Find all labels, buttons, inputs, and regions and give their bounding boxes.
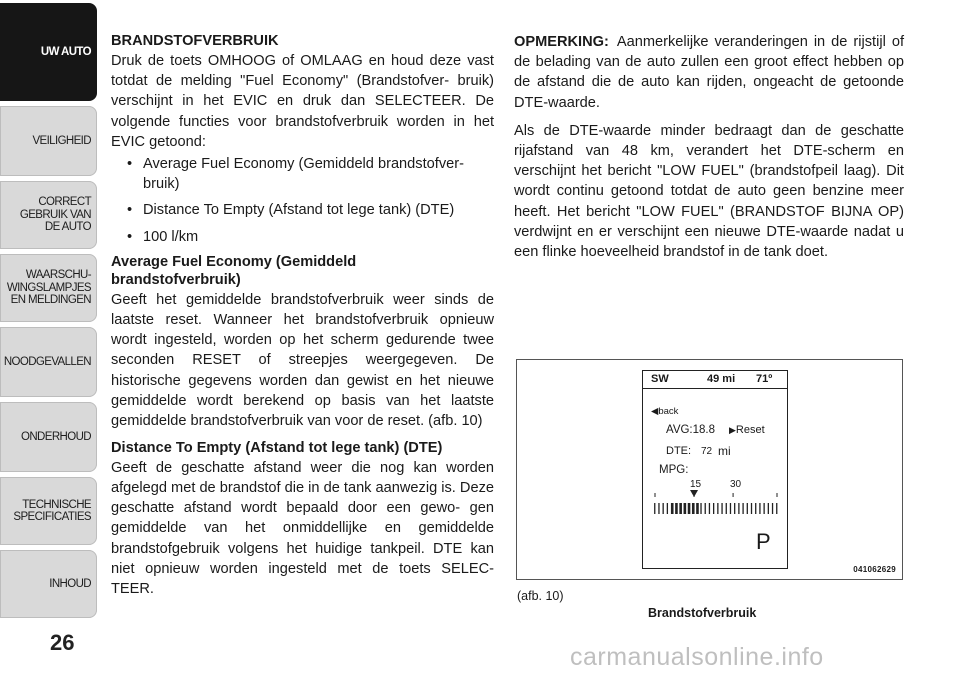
left-column [111,32,494,599]
temperature-readout: 71º [756,373,773,385]
dte-unit: mi [718,444,731,458]
avg-readout: AVG:18.8 [666,424,716,436]
note-paragraph [514,32,904,113]
mpg-label: MPG: [659,464,689,476]
figure-caption: Brandstofverbruik [648,606,757,620]
bar-segment [772,503,773,514]
tab-waarschuwingslampjes[interactable]: WAARSCHU- WINGSLAMPJES EN MELDINGEN [0,254,97,322]
gear-indicator: P [756,529,771,554]
bar-segment [679,503,682,514]
bar-segment [675,503,678,514]
list-item: • 100 l/km [111,227,494,247]
tab-inhoud[interactable]: INHOUD [0,550,97,618]
bar-segment [688,503,691,514]
dte-value: 72 [701,446,713,457]
scale-label-30: 30 [730,479,742,490]
bar-segment [654,503,655,514]
bar-segment [671,503,674,514]
note-label: OPMERKING: [514,34,609,50]
note-text: Aanmerkelijke veranderingen in de rijstijl of de belading van de auto zullen een groot effect hebben op de afstand die de auto kan rijden, ongeacht de getoonde DTE-waarde. [514,34,904,111]
bar-segment [734,503,735,514]
bar-segment [717,503,718,514]
bar-segment [692,503,695,514]
dte-paragraph: Geeft de geschatte afstand weer die nog kan worden afgelegd met de brandstof die in de tank aanwezig is. Deze geschatte afstand wordt bepaald door een gewo- gen gemiddelde van het onmiddellijke en gemiddelde brandstofgebruik volgens het huidige tankpeil. DTE kan niet opnieuw worden ingesteld met de toets SELEC- TEER. [111,459,494,597]
bar-segment [755,503,756,514]
back-arrow-icon: ◀ [651,406,659,417]
range-readout: 49 mi [707,373,736,385]
figure-code: 041062629 [853,565,896,574]
bar-segment [738,503,739,514]
bar-segment [768,503,769,514]
section-heading: BRANDSTOFVERBRUIK [111,33,279,49]
bar-segment [700,503,701,514]
watermark: carmanualsonline.info [570,643,824,671]
tab-onderhoud[interactable]: ONDERHOUD [0,402,97,472]
bar-segment [747,503,748,514]
tab-correct-gebruik[interactable]: CORRECT GEBRUIK VAN DE AUTO [0,181,97,249]
page-number: 26 [50,630,75,655]
bar-segment [763,503,764,514]
dte-heading: Distance To Empty (Afstand tot lege tank) (DTE) [111,440,443,457]
level-pointer [690,490,698,497]
bar-segment [696,503,699,514]
reset-button[interactable]: ▶Reset [729,424,765,436]
list-item: • Average Fuel Economy (Gemiddeld brandstofver- bruik) [111,154,494,194]
scale-label-15: 15 [690,479,702,490]
mpg-bar-graph [643,489,787,529]
avg-paragraph: Geeft het gemiddelde brandstofverbruik weer sinds de laatste reset. Wanneer het brandstofverbruik opnieuw wordt ingesteld, worden op het scherm gedurende twee seconden RESET of streepjes weergegeven. De historische gegevens worden dan gewist en het nieuwe gemiddelde wordt berekend op basis van het laatste gemiddelde brandstofverbruik van voor de reset. (afb. 10) [111,291,494,430]
function-list [111,154,494,247]
bar-segment [658,503,659,514]
compass-readout: SW [651,373,669,385]
bar-segment [776,503,777,514]
figure-reference: (afb. 10) [517,589,564,603]
tab-uw-auto[interactable]: UW AUTO [0,3,97,101]
dte-label: DTE: [666,445,692,457]
avg-heading: Average Fuel Economy (Gemiddeld brandstofverbruik) [111,253,357,289]
bar-segment [713,503,714,514]
evic-figure [516,359,903,580]
intro-paragraph: Druk de toets OMHOOG of OMLAAG en houd deze vast totdat de melding "Fuel Economy" (Brandstofver- bruik) verschijnt in het EVIC en druk dan SELECTEER. De volgende functies voor brandstofverbruik worden in het EVIC getoond: [111,53,494,150]
bar-segment [663,503,664,514]
tab-veiligheid[interactable]: VEILIGHEID [0,106,97,176]
bar-segment [709,503,710,514]
tab-technische-specificaties[interactable]: TECHNISCHE SPECIFICATIES [0,477,97,545]
bar-segment [667,503,668,514]
bar-segment [684,503,687,514]
list-item: • Distance To Empty (Afstand tot lege tank) (DTE) [111,200,494,220]
screen-header [643,371,787,389]
bar-segment [726,503,727,514]
bar-segment [759,503,760,514]
back-button[interactable]: ◀back [651,406,679,417]
right-column [514,32,904,262]
bar-segment [721,503,722,514]
reset-arrow-icon: ▶ [729,425,736,435]
evic-screen [642,370,788,569]
bar-segment [751,503,752,514]
low-fuel-paragraph: Als de DTE-waarde minder bedraagt dan de geschatte rijafstand van 48 km, verandert het DTE-scherm en verschijnt het bericht "LOW FUEL" (brandstofpeil laag). Dit wordt continu getoond totdat de auto geen benzine meer heeft. Het bericht "LOW FUEL" (BRANDSTOF BIJNA OP) verdwijnt en er verschijnt een nieuwe DTE-waarde nadat u een flinke hoeveelheid brandstof in de tank doet. [514,122,904,261]
bar-segment [730,503,731,514]
tab-noodgevallen[interactable]: NOODGEVALLEN [0,327,97,397]
chapter-tabs [0,0,100,620]
bar-segment [742,503,743,514]
bar-segment [705,503,706,514]
